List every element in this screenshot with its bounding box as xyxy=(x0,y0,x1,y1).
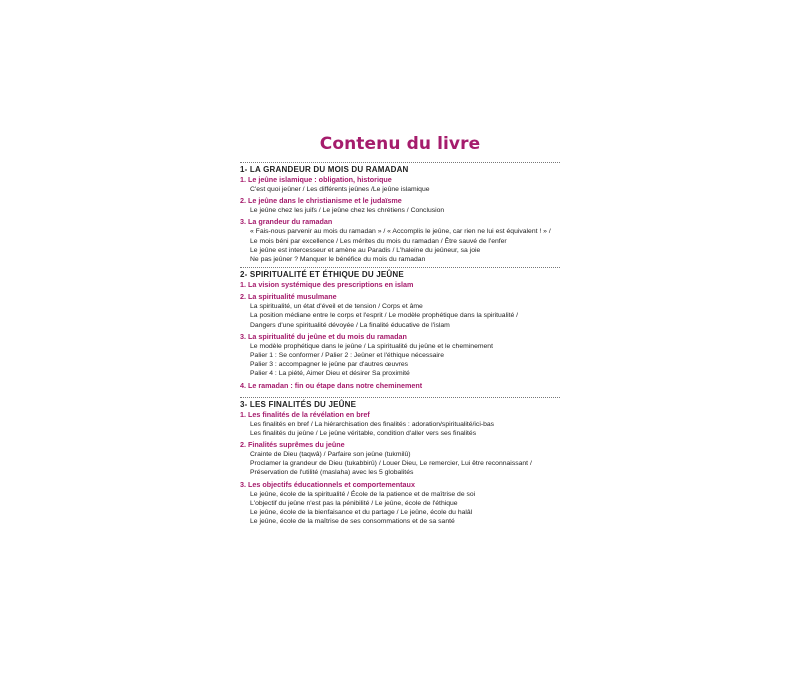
item-line: Le jeûne chez les juifs / Le jeûne chez les chrétiens / Conclusion xyxy=(250,207,445,215)
item-line: Le jeûne, école de la maîtrise de ses consommations et de sa santé xyxy=(250,518,455,526)
toc-item xyxy=(240,175,560,194)
item-heading: 2. Finalités suprêmes du jeûne xyxy=(240,440,345,450)
toc-item xyxy=(240,280,560,290)
section-heading: 3- LES FINALITÉS DU JEÛNE xyxy=(240,397,560,409)
toc-item xyxy=(240,196,560,215)
item-line: Le jeûne, école de la spiritualité / École de la patience et de maîtrise de soi xyxy=(250,490,476,498)
toc-item xyxy=(240,217,560,264)
item-line: Ne pas jeûner ? Manquer le bénéfice du mois du ramadan xyxy=(250,256,426,264)
item-heading: 2. La spiritualité musulmane xyxy=(240,292,337,302)
item-heading: 3. Les objectifs éducationnels et comportementaux xyxy=(240,479,415,489)
item-heading: 4. Le ramadan : fin ou étape dans notre cheminement xyxy=(240,380,423,390)
toc-item xyxy=(240,480,560,527)
item-heading: 1. Le jeûne islamique : obligation, historique xyxy=(240,175,392,184)
toc-item xyxy=(240,292,560,330)
item-line: « Fais-nous parvenir au mois du ramadan » / « Accomplis le jeûne, car rien ne lui est équivalent ! » / xyxy=(250,228,551,236)
item-line: Le modèle prophétique dans le jeûne / La spiritualité du jeûne et le cheminement xyxy=(250,342,493,350)
item-line: La position médiane entre le corps et l'esprit / Le modèle prophétique dans la spiritualité / xyxy=(250,312,519,320)
toc-section xyxy=(240,397,560,527)
item-line: Palier 1 : Se conformer / Palier 2 : Jeûner et l'éthique nécessaire xyxy=(250,352,444,360)
item-line: Crainte de Dieu (taqwâ) / Parfaire son jeûne (tukmilû) xyxy=(250,451,411,459)
item-heading: 3. La spiritualité du jeûne et du mois du ramadan xyxy=(240,331,407,341)
item-heading: 1. La vision systémique des prescriptions en islam xyxy=(240,280,414,290)
item-line: Préservation de l'utilité (maslaha) avec les 5 globalités xyxy=(250,469,414,477)
sections-container xyxy=(240,162,560,526)
table-of-contents xyxy=(240,134,560,529)
item-line: Proclamer la grandeur de Dieu (tukabbirû) / Louer Dieu, Le remercier, Lui être reconnaissant / xyxy=(250,460,532,468)
item-line: Le mois béni par excellence / Les mérites du mois du ramadan / Être sauvé de l'enfer xyxy=(250,237,507,245)
item-line: Palier 4 : La piété, Aimer Dieu et désirer Sa proximité xyxy=(250,370,410,378)
item-line: Le jeûne, école de la bienfaisance et du partage / Le jeûne, école du halâl xyxy=(250,509,473,517)
item-line: Palier 3 : accompagner le jeûne par d'autres œuvres xyxy=(250,361,409,369)
toc-section xyxy=(240,162,560,264)
item-heading: 2. Le jeûne dans le christianisme et le judaïsme xyxy=(240,196,402,206)
item-line: Dangers d'une spiritualité dévoyée / La finalité éducative de l'islam xyxy=(250,321,450,329)
item-heading: 1. Les finalités de la révélation en bref xyxy=(240,409,370,419)
item-line: Les finalités du jeûne / Le jeûne véritable, condition d'aller vers ses finalités xyxy=(250,429,477,437)
item-line: La spiritualité, un état d'éveil et de tension / Corps et âme xyxy=(250,303,423,311)
item-line: C'est quoi jeûner / Les différents jeûnes /Le jeûne islamique xyxy=(250,186,430,193)
toc-item xyxy=(240,381,560,391)
page-title: Contenu du livre xyxy=(319,134,481,154)
item-heading: 3. La grandeur du ramadan xyxy=(240,217,333,227)
item-line: Le jeûne est intercesseur et amène au Paradis / L'haleine du jeûneur, sa joie xyxy=(250,246,481,254)
toc-item xyxy=(240,440,560,478)
toc-item xyxy=(240,410,560,438)
item-line: Les finalités en bref / La hiérarchisation des finalités : adoration/spiritualité/ici-bas xyxy=(250,420,495,428)
section-heading: 2- SPIRITUALITÉ ET ÉTHIQUE DU JEÛNE xyxy=(240,267,560,279)
toc-item xyxy=(240,332,560,379)
section-heading: 1- LA GRANDEUR DU MOIS DU RAMADAN xyxy=(240,162,560,174)
item-line: L'objectif du jeûne n'est pas la pénibilité / Le jeûne, école de l'éthique xyxy=(250,499,458,507)
toc-section xyxy=(240,267,560,390)
